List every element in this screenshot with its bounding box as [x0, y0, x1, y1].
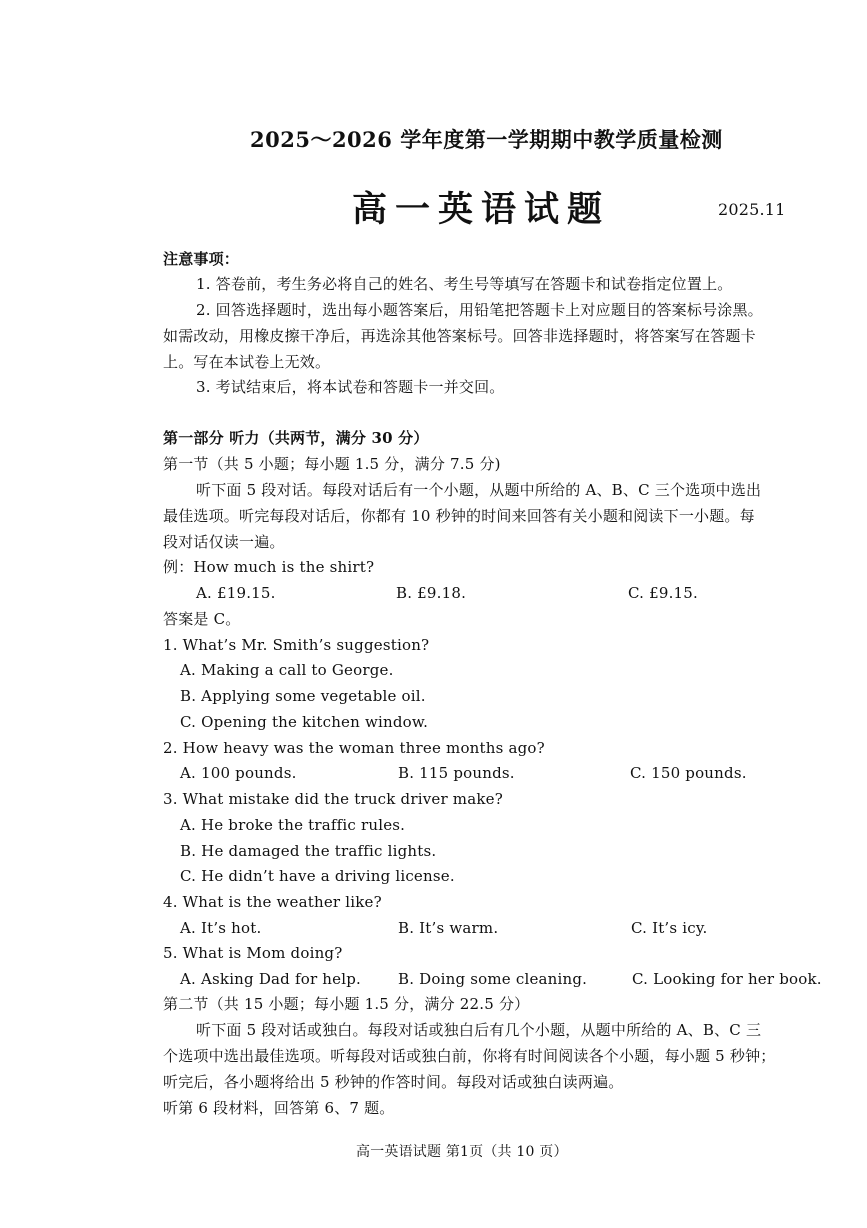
- question-5-option-b: B. Doing some cleaning.: [398, 970, 588, 988]
- notes-item-2-line-2: 如需改动，用橡皮擦干净后，再选涂其他答案标号。回答非选择题时，将答案写在答题卡: [163, 327, 756, 345]
- question-4-option-b: B. It’s warm.: [398, 919, 499, 937]
- subject-title: 高一英语试题: [352, 189, 611, 230]
- question-5-option-c: C. Looking for her book.: [632, 970, 822, 988]
- question-5-option-a: A. Asking Dad for help.: [180, 970, 361, 988]
- notes-item-2-line-1: 2. 回答选择题时，选出每小题答案后，用铅笔把答题卡上对应题目的答案标号涂黑。: [196, 301, 763, 319]
- question-3-option-a: A. He broke the traffic rules.: [180, 816, 406, 834]
- question-4-option-a: A. It’s hot.: [180, 919, 262, 937]
- page-footer: 高一英语试题 第1页（共 10 页）: [356, 1144, 568, 1160]
- question-1-option-c: C. Opening the kitchen window.: [180, 713, 429, 731]
- question-2-option-a: A. 100 pounds.: [180, 764, 297, 782]
- example-question: 例：How much is the shirt?: [163, 558, 375, 576]
- question-1-option-b: B. Applying some vegetable oil.: [180, 687, 426, 705]
- question-2: 2. How heavy was the woman three months ago?: [163, 739, 545, 757]
- section2-instructions-line-1: 听下面 5 段对话或独白。每段对话或独白后有几个小题，从题中所给的 A、B、C 三: [196, 1021, 762, 1039]
- exam-date: 2025.11: [718, 200, 786, 219]
- question-3-option-c: C. He didn’t have a driving license.: [180, 867, 455, 885]
- section2-instructions-line-3: 听完后，各小题将给出 5 秒钟的作答时间。每段对话或独白读两遍。: [163, 1073, 624, 1091]
- question-3: 3. What mistake did the truck driver make?: [163, 790, 503, 808]
- notes-heading: 注意事项：: [163, 250, 240, 268]
- section2-material: 听第 6 段材料，回答第 6、7 题。: [163, 1099, 395, 1117]
- question-2-option-b: B. 115 pounds.: [398, 764, 515, 782]
- example-option-a: A. £19.15.: [196, 584, 276, 602]
- section2-instructions-line-2: 个选项中选出最佳选项。听每段对话或独白前，你将有时间阅读各个小题，每小题 5 秒钟；: [163, 1047, 776, 1065]
- question-4: 4. What is the weather like?: [163, 893, 382, 911]
- example-answer: 答案是 C。: [163, 610, 241, 628]
- question-3-option-b: B. He damaged the traffic lights.: [180, 842, 437, 860]
- question-2-option-c: C. 150 pounds.: [630, 764, 747, 782]
- question-5: 5. What is Mom doing?: [163, 944, 343, 962]
- question-4-option-c: C. It’s icy.: [631, 919, 708, 937]
- example-option-c: C. £9.15.: [628, 584, 698, 602]
- section1-instructions-line-1: 听下面 5 段对话。每段对话后有一个小题，从题中所给的 A、B、C 三个选项中选出: [196, 481, 762, 499]
- notes-item-1: 1. 答卷前，考生务必将自己的姓名、考生号等填写在答题卡和试卷指定位置上。: [196, 275, 733, 293]
- question-1-option-a: A. Making a call to George.: [180, 661, 394, 679]
- section1-heading: 第一节（共 5 小题；每小题 1.5 分，满分 7.5 分): [163, 455, 501, 473]
- part1-heading: 第一部分 听力（共两节，满分 30 分）: [163, 429, 429, 447]
- notes-item-3: 3. 考试结束后，将本试卷和答题卡一并交回。: [196, 378, 505, 396]
- exam-title: 2025～2026 学年度第一学期期中教学质量检测: [250, 127, 723, 152]
- section2-heading: 第二节（共 15 小题；每小题 1.5 分，满分 22.5 分）: [163, 995, 530, 1013]
- example-option-b: B. £9.18.: [396, 584, 467, 602]
- question-1: 1. What’s Mr. Smith’s suggestion?: [163, 636, 430, 654]
- notes-item-2-line-3: 上。写在本试卷上无效。: [163, 353, 331, 371]
- section1-instructions-line-3: 段对话仅读一遍。: [163, 533, 285, 551]
- section1-instructions-line-2: 最佳选项。听完每段对话后，你都有 10 秒钟的时间来回答有关小题和阅读下一小题。每: [163, 507, 755, 525]
